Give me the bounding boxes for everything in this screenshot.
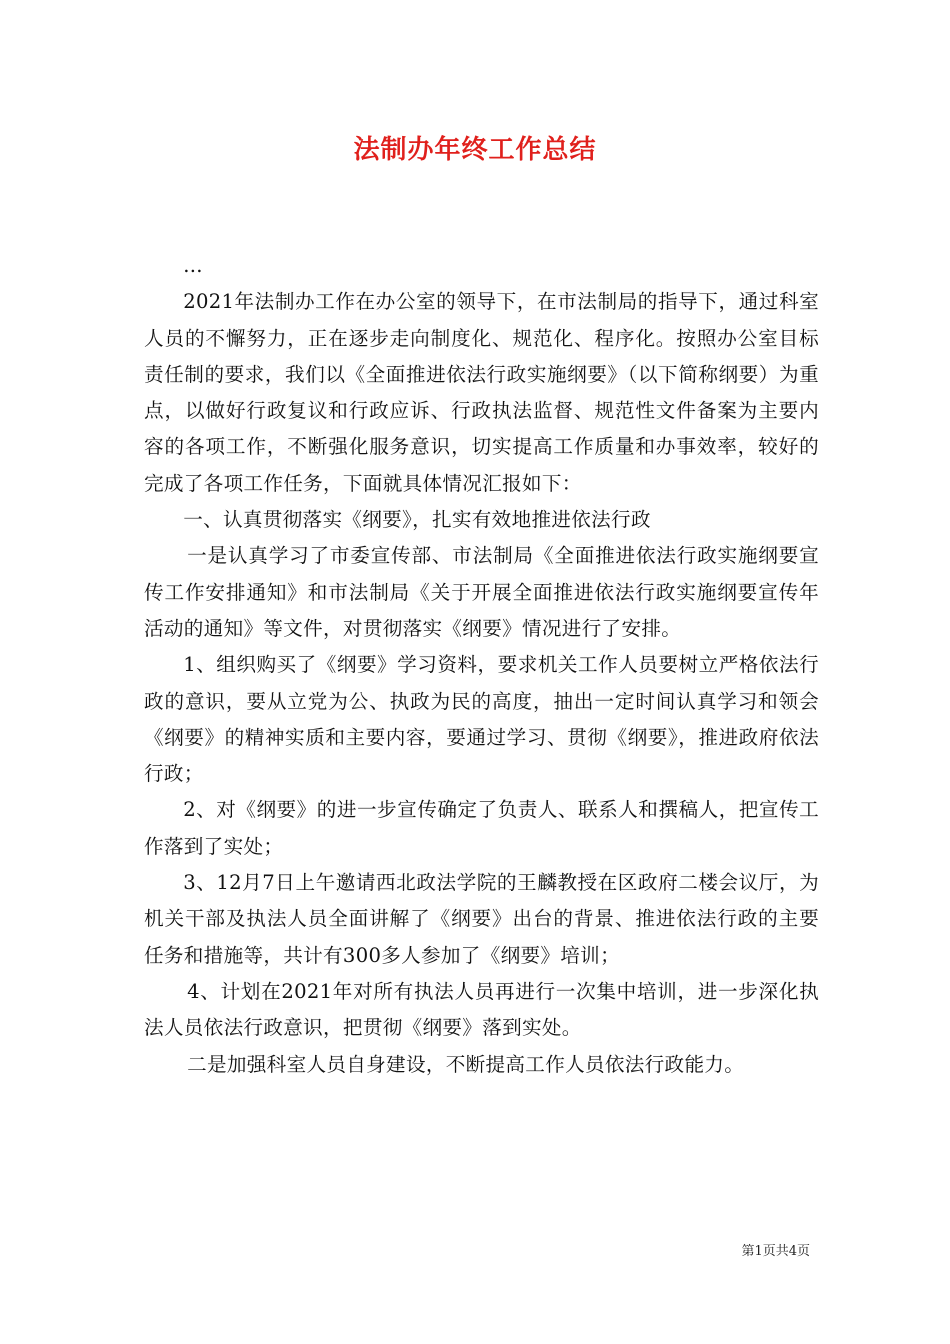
list-item-4: 4、计划在2021年对所有执法人员再进行一次集中培训，进一步深化执法人员依法行政意识，把贯彻《纲要》落到实处。 <box>144 979 819 1040</box>
body-paragraph-2: 二是加强科室人员自身建设，不断提高工作人员依法行政能力。 <box>187 1052 745 1076</box>
list-item-3: 3、12月7日上午邀请西北政法学院的王麟教授在区政府二楼会议厅，为机关干部及执法人员全面讲解了《纲要》出台的背景、推进依法行政的主要任务和措施等，共计有300多人参加了《纲要》培训； <box>144 871 819 967</box>
list-item-2: 2、对《纲要》的进一步宣传确定了负责人、联系人和撰稿人，把宣传工作落到了实处； <box>144 798 819 858</box>
list-item-1: 1、组织购买了《纲要》学习资料，要求机关工作人员要树立严格依法行政的意识，要从立党为公、执政为民的高度，抽出一定时间认真学习和领会《纲要》的精神实质和主要内容，要通过学习、贯彻《纲要》，推进政府依法行政； <box>144 653 819 786</box>
document-title: 法制办年终工作总结 <box>353 135 597 165</box>
page-number: 第1页共4页 <box>741 1244 810 1259</box>
ellipsis-paragraph: ... <box>183 254 203 277</box>
document-body <box>144 248 819 1083</box>
body-paragraph: 一是认真学习了市委宣传部、市法制局《全面推进依法行政实施纲要宣传工作安排通知》和市法制局《关于开展全面推进依法行政实施纲要宣传年活动的通知》等文件，对贯彻落实《纲要》情况进行了安排。 <box>144 544 819 640</box>
intro-paragraph: 2021年法制办工作在办公室的领导下，在市法制局的指导下，通过科室人员的不懈努力，正在逐步走向制度化、规范化、程序化。按照办公室目标责任制的要求，我们以《全面推进依法行政实施纲要》（以下简称纲要）为重点，以做好行政复议和行政应诉、行政执法监督、规范性文件备案为主要内容的各项工作，不断强化服务意识，切实提高工作质量和办事效率，较好的完成了各项工作任务，下面就具体情况汇报如下： <box>144 290 819 495</box>
section-heading-1: 一、认真贯彻落实《纲要》，扎实有效地推进依法行政 <box>183 508 651 532</box>
